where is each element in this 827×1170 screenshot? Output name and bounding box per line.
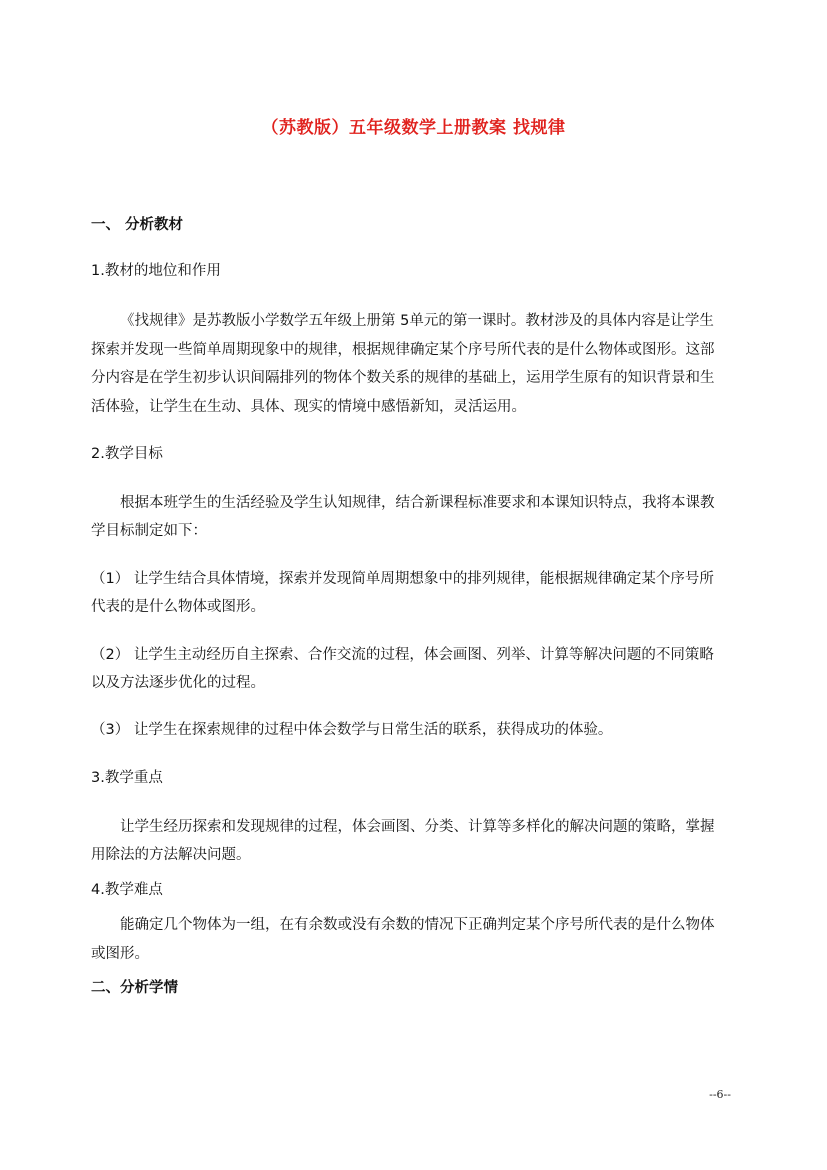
paragraph-line: 《找规律》是苏教版小学数学五年级上册第 5单元的第一课时。教材涉及的具体内容是让学生	[120, 313, 714, 329]
goal-item-3: （3） 让学生在探索规律的过程中体会数学与日常生活的联系，获得成功的体验。	[91, 722, 613, 738]
paragraph-line: 探索并发现一些简单周期现象中的规律，根据规律确定某个序号所代表的是什么物体或图形。这部	[91, 342, 715, 358]
subsection-heading-1: 1.教材的地位和作用	[91, 263, 221, 279]
subsection-heading-4: 4.教学难点	[91, 882, 163, 898]
subsection-heading-3: 3.教学重点	[91, 770, 163, 786]
goal-item-2-cont: 以及方法逐步优化的过程。	[91, 675, 265, 691]
section-heading-2: 二、分析学情	[91, 980, 178, 996]
paragraph-line: 让学生经历探索和发现规律的过程，体会画图、分类、计算等多样化的解决问题的策略，掌握	[120, 819, 715, 835]
goal-item-1-cont: 代表的是什么物体或图形。	[91, 599, 265, 615]
goal-item-2: （2） 让学生主动经历自主探索、合作交流的过程，体会画图、列举、计算等解决问题的不同策略	[91, 647, 714, 663]
subsection-heading-2: 2.教学目标	[91, 446, 163, 462]
page-number: --6--	[709, 1088, 731, 1101]
paragraph-line: 学目标制定如下：	[91, 523, 207, 539]
goal-item-1: （1） 让学生结合具体情境，探索并发现简单周期想象中的排列规律，能根据规律确定某个序号所	[91, 571, 714, 587]
document-title: （苏教版）五年级数学上册教案 找规律	[261, 118, 566, 138]
paragraph-line: 能确定几个物体为一组，在有余数或没有余数的情况下正确判定某个序号所代表的是什么物体	[120, 917, 715, 933]
paragraph-line: 用除法的方法解决问题。	[91, 847, 251, 863]
paragraph-line: 根据本班学生的生活经验及学生认知规律，结合新课程标准要求和本课知识特点，我将本课教	[120, 495, 715, 511]
paragraph-line: 活体验，让学生在生动、具体、现实的情境中感悟新知，灵活运用。	[91, 399, 526, 415]
paragraph-line: 分内容是在学生初步认识间隔排列的物体个数关系的规律的基础上，运用学生原有的知识背景和生	[91, 370, 715, 386]
section-heading-1: 一、 分析教材	[91, 217, 184, 233]
paragraph-line: 或图形。	[91, 946, 149, 962]
